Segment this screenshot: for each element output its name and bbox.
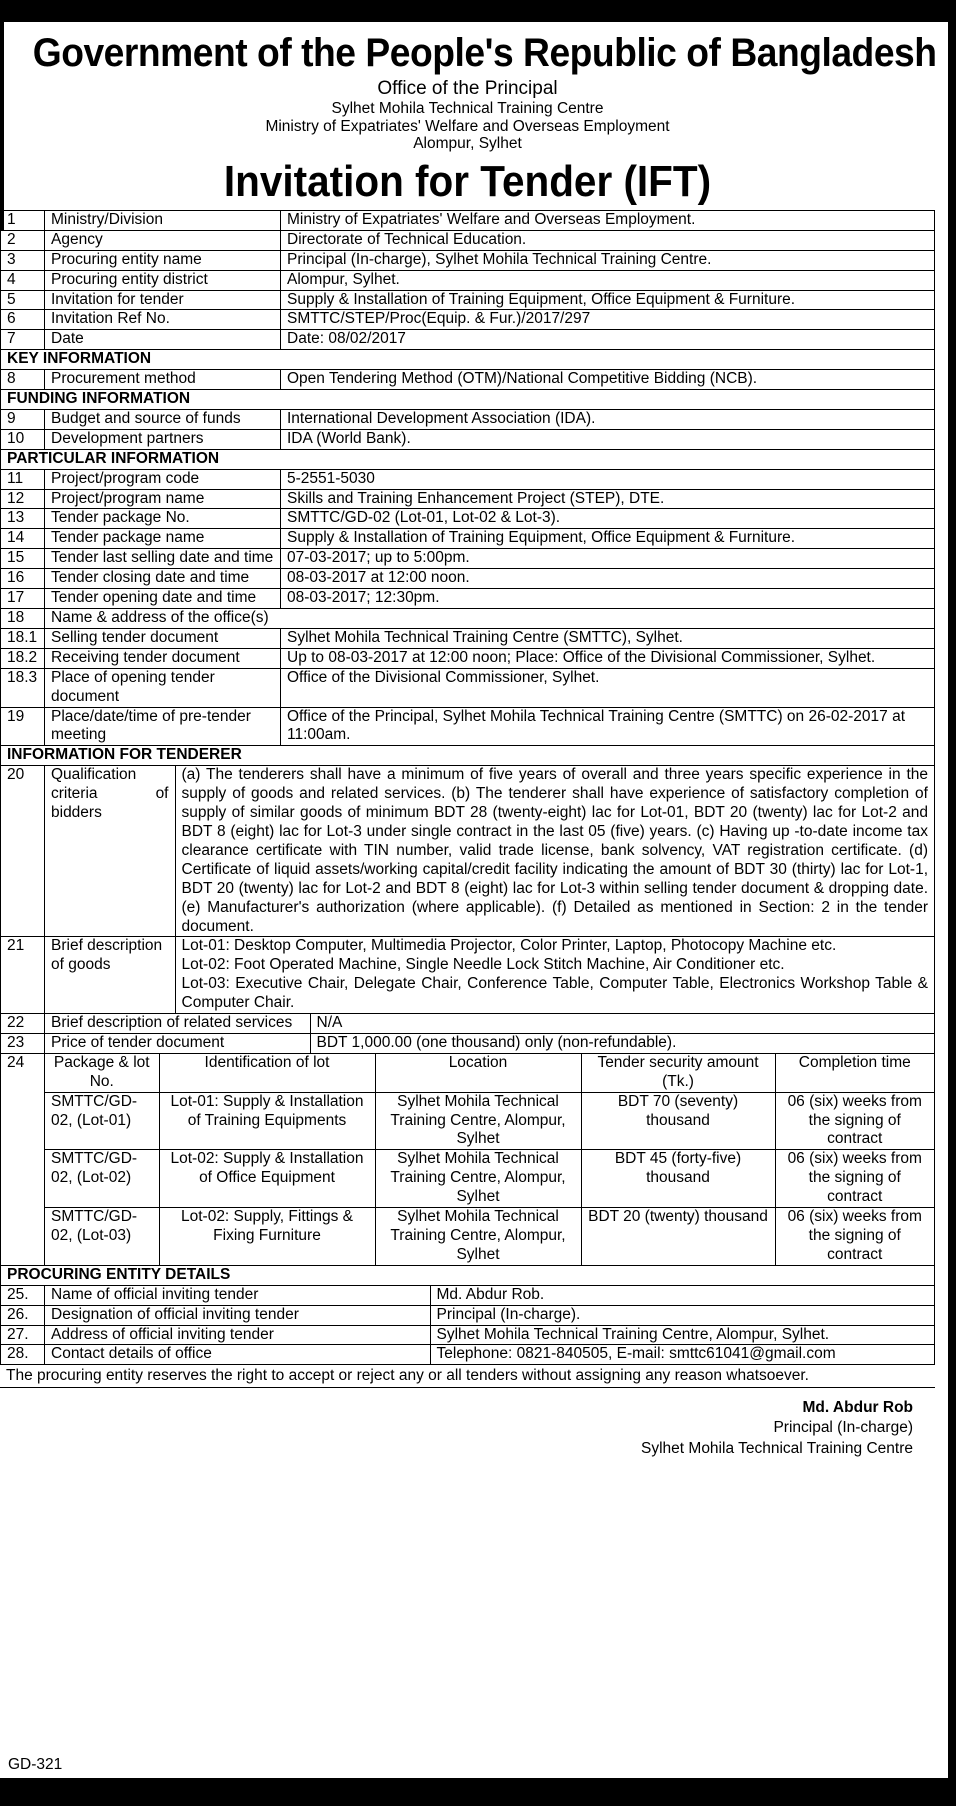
row-number: 18.2	[1, 648, 45, 668]
row-number: 4	[1, 270, 45, 290]
notice-header	[0, 30, 935, 208]
procuring-cell	[45, 1305, 935, 1325]
procuring-row	[45, 1345, 934, 1364]
notice-content	[0, 24, 935, 1459]
qualification-row	[45, 766, 934, 936]
table-row	[1, 628, 935, 648]
row-label: Contact details of office	[45, 1345, 430, 1364]
table-row	[1, 1285, 935, 1305]
ministry-name: Ministry of Expatriates' Welfare and Overseas Employment	[265, 117, 670, 135]
table-row	[1, 1305, 935, 1325]
row-label: Tender package No.	[45, 509, 281, 529]
procuring-cell	[45, 1285, 935, 1305]
section-heading-row	[1, 746, 935, 766]
row-number: 7	[1, 330, 45, 350]
services-row	[45, 1014, 934, 1033]
row-label: Project/program name	[45, 489, 281, 509]
row-value: Telephone: 0821-840505, E-mail: smttc61041@gmail.com	[436, 1345, 836, 1363]
goods-inner	[45, 937, 934, 1013]
services-value: N/A	[316, 1014, 343, 1032]
section-heading-row	[1, 350, 935, 370]
table-row	[1, 937, 935, 1014]
row-value: Ministry of Expatriates' Welfare and Overseas Employment.	[281, 210, 935, 230]
table-row	[1, 469, 935, 489]
row-number: 2	[1, 230, 45, 250]
row-label: Tender closing date and time	[45, 569, 281, 589]
goods-row	[45, 937, 934, 1013]
goods-value	[175, 937, 934, 1013]
section-heading-procuring: PROCURING ENTITY DETAILS	[1, 1265, 935, 1285]
table-row	[1, 648, 935, 668]
row-value: 5-2551-5030	[281, 469, 935, 489]
row-value: Supply & Installation of Training Equipment, Office Equipment & Furniture.	[281, 529, 935, 549]
row-value: SMTTC/GD-02 (Lot-01, Lot-02 & Lot-3).	[281, 509, 935, 529]
row-value: Principal (In-charge).	[436, 1305, 581, 1323]
row-number: 12	[1, 489, 45, 509]
goods-lot-01: Lot-01: Desktop Computer, Multimedia Projector, Color Printer, Laptop, Photocopy Machine etc.	[181, 937, 837, 955]
row-value: International Development Association (IDA).	[281, 409, 935, 429]
goods-lot-03: Lot-03: Executive Chair, Delegate Chair, Conference Table, Computer Table, Electronics Workshop Table & Computer Chair.	[181, 975, 928, 1012]
row-value: Directorate of Technical Education.	[281, 230, 935, 250]
row-value: Sylhet Mohila Technical Training Centre, Alompur, Sylhet.	[436, 1325, 830, 1343]
document-code: GD-321	[8, 1756, 63, 1773]
price-value: BDT 1,000.00 (one thousand) only (non-refundable).	[316, 1033, 677, 1051]
place-name: Alompur, Sylhet	[413, 135, 522, 153]
table-row	[1, 668, 935, 707]
row-number: 16	[1, 569, 45, 589]
row-value: Principal (In-charge), Sylhet Mohila Technical Training Centre.	[281, 250, 935, 270]
row-label: Designation of official inviting tender	[45, 1306, 430, 1325]
row-number: 23	[1, 1033, 45, 1053]
row-label: Agency	[45, 230, 281, 250]
row-number: 18	[1, 609, 45, 629]
table-row	[1, 409, 935, 429]
lots-header-identification: Identification of lot	[159, 1054, 375, 1092]
table-row	[1, 1325, 935, 1345]
table-row	[1, 489, 935, 509]
table-row	[1, 509, 935, 529]
section-heading-tenderer: INFORMATION FOR TENDERER	[1, 746, 935, 766]
lot-completion: 06 (six) weeks from the signing of contract	[775, 1092, 934, 1150]
table-row	[1, 230, 935, 250]
procuring-inner	[45, 1326, 934, 1345]
table-row	[1, 1014, 935, 1034]
lot-package: SMTTC/GD-02, (Lot-02)	[45, 1150, 159, 1208]
row-label: Budget and source of funds	[45, 409, 281, 429]
lots-table	[45, 1054, 934, 1265]
table-row	[1, 330, 935, 350]
row-value: Md. Abdur Rob.	[436, 1285, 545, 1303]
lots-header-row	[45, 1054, 934, 1092]
row-label: Address of official inviting tender	[45, 1326, 430, 1345]
lot-identification: Lot-02: Supply & Installation of Office Equipment	[159, 1150, 375, 1208]
section-heading-key: KEY INFORMATION	[1, 350, 935, 370]
section-heading-row	[1, 1265, 935, 1285]
row-label: Procuring entity name	[45, 250, 281, 270]
lot-location: Sylhet Mohila Technical Training Centre, Alompur, Sylhet	[375, 1092, 581, 1150]
row-number: 1	[1, 210, 45, 230]
section-heading-particular: PARTICULAR INFORMATION	[1, 449, 935, 469]
procuring-inner	[45, 1306, 934, 1325]
qualification-inner	[45, 766, 934, 936]
procuring-row	[45, 1326, 934, 1345]
row-label: Project/program code	[45, 469, 281, 489]
procuring-cell	[45, 1325, 935, 1345]
procuring-inner	[45, 1345, 934, 1364]
row-number: 17	[1, 589, 45, 609]
lot-package: SMTTC/GD-02, (Lot-03)	[45, 1208, 159, 1265]
goods-label: Brief description of goods	[45, 937, 175, 1013]
right-border	[948, 0, 956, 1806]
lot-security: BDT 20 (twenty) thousand	[581, 1208, 775, 1265]
row-value: Open Tendering Method (OTM)/National Competitive Bidding (NCB).	[281, 370, 935, 390]
lots-cell	[45, 1053, 935, 1265]
table-row	[1, 429, 935, 449]
row-number: 8	[1, 370, 45, 390]
row-number: 18.1	[1, 628, 45, 648]
row-number: 21	[1, 937, 45, 1014]
lots-header-completion: Completion time	[775, 1054, 934, 1092]
row-number: 6	[1, 310, 45, 330]
row-label: Ministry/Division	[45, 210, 281, 230]
row-label: Place/date/time of pre-tender meeting	[45, 707, 281, 746]
section-heading-funding: FUNDING INFORMATION	[1, 390, 935, 410]
row-number: 13	[1, 509, 45, 529]
signatory-name: Md. Abdur Rob	[802, 1399, 913, 1417]
services-label: Brief description of related services	[45, 1014, 310, 1033]
table-row	[1, 1345, 935, 1365]
table-row	[1, 549, 935, 569]
table-row	[1, 1053, 935, 1265]
table-row	[1, 529, 935, 549]
office-title: Office of the Principal	[377, 78, 558, 99]
procuring-row	[45, 1286, 934, 1305]
services-inner	[45, 1014, 934, 1033]
table-row	[1, 290, 935, 310]
table-row	[1, 569, 935, 589]
signatory-organization: Sylhet Mohila Technical Training Centre	[641, 1439, 913, 1457]
procuring-cell	[45, 1345, 935, 1365]
table-row	[1, 707, 935, 746]
table-row	[1, 1033, 935, 1053]
top-border	[0, 0, 956, 22]
price-row	[45, 1034, 934, 1053]
row-label: Invitation Ref No.	[45, 310, 281, 330]
lot-identification: Lot-01: Supply & Installation of Training Equipments	[159, 1092, 375, 1150]
section-heading-row	[1, 390, 935, 410]
signatory-designation: Principal (In-charge)	[773, 1419, 913, 1437]
bottom-border	[0, 1778, 956, 1806]
row-value: Sylhet Mohila Technical Training Centre (SMTTC), Sylhet.	[281, 628, 935, 648]
section-heading-row	[1, 449, 935, 469]
row-label: Name & address of the office(s)	[45, 609, 935, 629]
row-label: Procurement method	[45, 370, 281, 390]
row-value: IDA (World Bank).	[281, 429, 935, 449]
table-row	[1, 250, 935, 270]
row-label: Tender opening date and time	[45, 589, 281, 609]
row-value: 08-03-2017 at 12:00 noon.	[281, 569, 935, 589]
row-number: 15	[1, 549, 45, 569]
goods-cell	[45, 937, 935, 1014]
row-number: 24	[1, 1053, 45, 1265]
lot-row	[45, 1150, 934, 1208]
signature-block	[0, 1398, 935, 1458]
row-number: 3	[1, 250, 45, 270]
procuring-inner	[45, 1286, 934, 1305]
row-value: Office of the Divisional Commissioner, Sylhet.	[281, 668, 935, 707]
lot-security: BDT 70 (seventy) thousand	[581, 1092, 775, 1150]
row-value: Office of the Principal, Sylhet Mohila Technical Training Centre (SMTTC) on 26-02-2017 at 11:00am.	[281, 707, 935, 746]
row-label: Place of opening tender document	[45, 668, 281, 707]
table-row	[1, 210, 935, 230]
row-number: 9	[1, 409, 45, 429]
table-row	[1, 609, 935, 629]
lot-security: BDT 45 (forty-five) thousand	[581, 1150, 775, 1208]
row-number: 18.3	[1, 668, 45, 707]
row-value: Up to 08-03-2017 at 12:00 noon; Place: Office of the Divisional Commissioner, Sylhet.	[281, 648, 935, 668]
row-value: Date: 08/02/2017	[281, 330, 935, 350]
row-label: Procuring entity district	[45, 270, 281, 290]
table-row	[1, 270, 935, 290]
lots-header-location: Location	[375, 1054, 581, 1092]
centre-name: Sylhet Mohila Technical Training Centre	[331, 99, 604, 117]
row-number: 27.	[1, 1325, 45, 1345]
lot-completion: 06 (six) weeks from the signing of contract	[775, 1208, 934, 1265]
price-cell	[45, 1033, 935, 1053]
row-label: Name of official inviting tender	[45, 1286, 430, 1305]
table-row	[1, 766, 935, 937]
services-cell	[45, 1014, 935, 1034]
row-value: Alompur, Sylhet.	[281, 270, 935, 290]
table-row	[1, 310, 935, 330]
lot-row	[45, 1208, 934, 1265]
lot-package: SMTTC/GD-02, (Lot-01)	[45, 1092, 159, 1150]
lot-location: Sylhet Mohila Technical Training Centre, Alompur, Sylhet	[375, 1208, 581, 1265]
row-number: 19	[1, 707, 45, 746]
row-label: Tender package name	[45, 529, 281, 549]
lots-header-package: Package & lot No.	[45, 1054, 159, 1092]
row-label: Invitation for tender	[45, 290, 281, 310]
row-label: Development partners	[45, 429, 281, 449]
footer-note: The procuring entity reserves the right to accept or reject any or all tenders without assigning any reason whatsoever.	[0, 1365, 935, 1388]
row-number: 14	[1, 529, 45, 549]
row-label: Date	[45, 330, 281, 350]
government-title: Government of the People's Republic of Bangladesh	[32, 31, 937, 75]
row-label: Selling tender document	[45, 628, 281, 648]
row-number: 20	[1, 766, 45, 937]
lot-completion: 06 (six) weeks from the signing of contract	[775, 1150, 934, 1208]
row-value: Skills and Training Enhancement Project (STEP), DTE.	[281, 489, 935, 509]
row-number: 26.	[1, 1305, 45, 1325]
lots-header-security: Tender security amount (Tk.)	[581, 1054, 775, 1092]
row-number: 10	[1, 429, 45, 449]
lot-row	[45, 1092, 934, 1150]
procuring-row	[45, 1306, 934, 1325]
row-value: Supply & Installation of Training Equipment, Office Equipment & Furniture.	[281, 290, 935, 310]
row-number: 11	[1, 469, 45, 489]
lot-identification: Lot-02: Supply, Fittings & Fixing Furniture	[159, 1208, 375, 1265]
qualification-value: (a) The tenderers shall have a minimum of five years of overall and three years specific experience in the supply of goods and related services. (b) The tenderer shall have experience of satisfactory completion of supply of similar goods of minimum BDT 28 (twenty-eight) lac for Lot-01, BDT 20 (twenty) lac for Lot-2 and BDT 8 (eight) lac for Lot-3 under single contract in the last 05 (five) years. (c) Having up -to-date income tax clearance certificate with TIN number, valid trade license, bank solvency, VAT registration certificate. (d) Certificate of liquid assets/working capital/credit facility indicating the amount of BDT 30 (thirty) lac for Lot-1, BDT 20 (twenty) lac for Lot-2 and BDT 8 (eight) lac for Lot-3 within selling tender document & dropping date. (e) Manufacturer's authorization (where applicable). (f) Detailed as mentioned in Section: 2 in the tender document.	[181, 766, 928, 935]
table-row	[1, 370, 935, 390]
row-number: 5	[1, 290, 45, 310]
price-inner	[45, 1034, 934, 1053]
table-row	[1, 589, 935, 609]
price-label: Price of tender document	[45, 1034, 310, 1053]
row-label: Tender last selling date and time	[45, 549, 281, 569]
goods-lot-02: Lot-02: Foot Operated Machine, Single Needle Lock Stitch Machine, Air Conditioner etc.	[181, 956, 785, 974]
row-number: 25.	[1, 1285, 45, 1305]
qualification-label: Qualification criteria of bidders	[45, 766, 175, 936]
row-value: 07-03-2017; up to 5:00pm.	[281, 549, 935, 569]
row-label: Receiving tender document	[45, 648, 281, 668]
qualification-cell	[45, 766, 935, 937]
lot-location: Sylhet Mohila Technical Training Centre, Alompur, Sylhet	[375, 1150, 581, 1208]
row-value: SMTTC/STEP/Proc(Equip. & Fur.)/2017/297	[281, 310, 935, 330]
document-title: Invitation for Tender (IFT)	[223, 157, 712, 207]
row-value: 08-03-2017; 12:30pm.	[281, 589, 935, 609]
row-number: 28.	[1, 1345, 45, 1365]
row-number: 22	[1, 1014, 45, 1034]
ift-table	[0, 210, 935, 1365]
